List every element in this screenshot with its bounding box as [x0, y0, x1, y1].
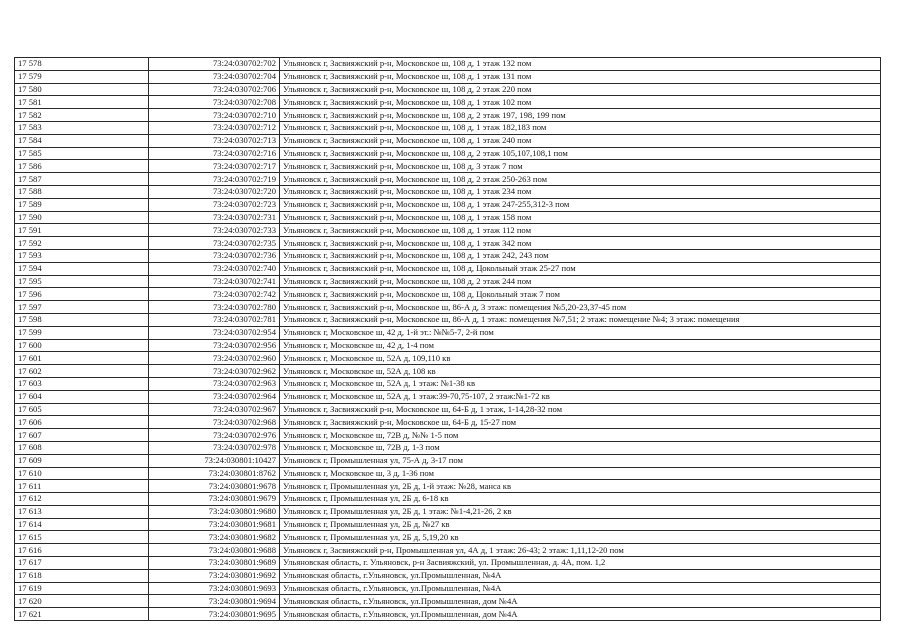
address-cell: Ульяновск г, Засвияжский р-н, Московское ш, 108 д, 1 этаж 182,183 пом	[280, 121, 881, 134]
row-number-cell: 17 582	[15, 109, 149, 122]
cadastral-number-cell: 73:24:030801:9692	[149, 569, 280, 582]
row-number-cell: 17 603	[15, 377, 149, 390]
address-cell: Ульяновск г, Московское ш, 42 д, 1-4 пом	[280, 339, 881, 352]
table-row	[15, 429, 881, 442]
table-row	[15, 70, 881, 83]
table-row	[15, 365, 881, 378]
table-row	[15, 96, 881, 109]
row-number-cell: 17 614	[15, 518, 149, 531]
cadastral-number-cell: 73:24:030702:976	[149, 429, 280, 442]
table-row	[15, 441, 881, 454]
row-number-cell: 17 620	[15, 595, 149, 608]
table-body	[15, 58, 881, 621]
address-cell: Ульяновск г, Засвияжский р-н, Московское ш, 108 д, 1 этаж 132 пом	[280, 58, 881, 71]
document-page	[14, 57, 880, 621]
table-row	[15, 134, 881, 147]
row-number-cell: 17 586	[15, 160, 149, 173]
table-row	[15, 147, 881, 160]
table-row	[15, 531, 881, 544]
address-cell: Ульяновск г, Засвияжский р-н, Московское ш, 108 д, 2 этаж 220 пом	[280, 83, 881, 96]
row-number-cell: 17 590	[15, 211, 149, 224]
address-cell: Ульяновская область, г.Ульяновск, ул.Промышленная, дом №4А	[280, 595, 881, 608]
table-row	[15, 352, 881, 365]
address-cell: Ульяновск г, Засвияжский р-н, Московское ш, 108 д, Цокольный этаж 25-27 пом	[280, 262, 881, 275]
row-number-cell: 17 617	[15, 557, 149, 570]
address-cell: Ульяновск г, Засвияжский р-н, Московское ш, 108 д, 2 этаж 105,107,108,1 пом	[280, 147, 881, 160]
table-row	[15, 198, 881, 211]
address-cell: Ульяновск г, Московское ш, 52А д, 1 этаж:39-70,75-107, 2 этаж:№1-72 кв	[280, 390, 881, 403]
table-row	[15, 121, 881, 134]
address-cell: Ульяновск г, Промышленная ул, 2Б д, 5,19,20 кв	[280, 531, 881, 544]
address-cell: Ульяновск г, Московское ш, 72В д, №№ 1-5 пом	[280, 429, 881, 442]
table-row	[15, 390, 881, 403]
row-number-cell: 17 585	[15, 147, 149, 160]
cadastral-number-cell: 73:24:030702:741	[149, 275, 280, 288]
row-number-cell: 17 609	[15, 454, 149, 467]
address-cell: Ульяновск г, Московское ш, 52А д, 1 этаж: №1-38 кв	[280, 377, 881, 390]
address-cell: Ульяновск г, Засвияжский р-н, Московское ш, 86-А д, 3 этаж: помещения №5,20-23,37-45 пом	[280, 301, 881, 314]
cadastral-number-cell: 73:24:030702:720	[149, 185, 280, 198]
address-cell: Ульяновск г, Московское ш, 3 д, 1-36 пом	[280, 467, 881, 480]
row-number-cell: 17 598	[15, 313, 149, 326]
address-cell: Ульяновск г, Промышленная ул, 75-А д, 3-17 пом	[280, 454, 881, 467]
address-cell: Ульяновск г, Засвияжский р-н, Московское ш, 108 д, 1 этаж 234 пом	[280, 185, 881, 198]
table-row	[15, 454, 881, 467]
address-cell: Ульяновск г, Засвияжский р-н, Промышленная ул, 4А д, 1 этаж: 26-43; 2 этаж: 1,11,12-20 пом	[280, 544, 881, 557]
row-number-cell: 17 593	[15, 249, 149, 262]
table-row	[15, 480, 881, 493]
row-number-cell: 17 615	[15, 531, 149, 544]
cadastral-number-cell: 73:24:030702:956	[149, 339, 280, 352]
address-cell: Ульяновск г, Промышленная ул, 2Б д, 1-й этаж: №28, мансa кв	[280, 480, 881, 493]
row-number-cell: 17 583	[15, 121, 149, 134]
row-number-cell: 17 618	[15, 569, 149, 582]
table-row	[15, 493, 881, 506]
address-cell: Ульяновск г, Засвияжский р-н, Московское ш, 108 д, 1 этаж 242, 243 пом	[280, 249, 881, 262]
cadastral-number-cell: 73:24:030702:978	[149, 441, 280, 454]
row-number-cell: 17 612	[15, 493, 149, 506]
address-cell: Ульяновск г, Московское ш, 52А д, 109,110 кв	[280, 352, 881, 365]
table-row	[15, 288, 881, 301]
cadastral-number-cell: 73:24:030702:712	[149, 121, 280, 134]
row-number-cell: 17 581	[15, 96, 149, 109]
row-number-cell: 17 608	[15, 441, 149, 454]
cadastral-number-cell: 73:24:030801:9681	[149, 518, 280, 531]
cadastral-number-cell: 73:24:030801:9680	[149, 505, 280, 518]
table-row	[15, 58, 881, 71]
row-number-cell: 17 591	[15, 224, 149, 237]
row-number-cell: 17 595	[15, 275, 149, 288]
row-number-cell: 17 580	[15, 83, 149, 96]
row-number-cell: 17 592	[15, 237, 149, 250]
table-row	[15, 224, 881, 237]
row-number-cell: 17 589	[15, 198, 149, 211]
table-row	[15, 544, 881, 557]
table-row	[15, 403, 881, 416]
cadastral-number-cell: 73:24:030702:960	[149, 352, 280, 365]
row-number-cell: 17 587	[15, 173, 149, 186]
cadastral-number-cell: 73:24:030702:723	[149, 198, 280, 211]
row-number-cell: 17 607	[15, 429, 149, 442]
row-number-cell: 17 611	[15, 480, 149, 493]
cadastral-number-cell: 73:24:030801:9695	[149, 608, 280, 621]
address-cell: Ульяновск г, Засвияжский р-н, Московское ш, 108 д, 1 этаж 112 пом	[280, 224, 881, 237]
table-row	[15, 83, 881, 96]
table-row	[15, 313, 881, 326]
address-cell: Ульяновск г, Засвияжский р-н, Московское ш, 108 д, 1 этаж 247-255,312-3 пом	[280, 198, 881, 211]
cadastral-number-cell: 73:24:030702:740	[149, 262, 280, 275]
cadastral-number-cell: 73:24:030702:780	[149, 301, 280, 314]
row-number-cell: 17 616	[15, 544, 149, 557]
table-row	[15, 569, 881, 582]
table-row	[15, 505, 881, 518]
table-row	[15, 326, 881, 339]
row-number-cell: 17 596	[15, 288, 149, 301]
row-number-cell: 17 600	[15, 339, 149, 352]
cadastral-number-cell: 73:24:030702:713	[149, 134, 280, 147]
cadastral-number-cell: 73:24:030702:706	[149, 83, 280, 96]
row-number-cell: 17 605	[15, 403, 149, 416]
table-row	[15, 237, 881, 250]
cadastral-number-cell: 73:24:030702:710	[149, 109, 280, 122]
address-cell: Ульяновская область, г.Ульяновск, ул.Промышленная, дом №4А	[280, 608, 881, 621]
row-number-cell: 17 610	[15, 467, 149, 480]
table-row	[15, 416, 881, 429]
address-cell: Ульяновск г, Промышленная ул, 2Б д, 6-18 кв	[280, 493, 881, 506]
cadastral-number-cell: 73:24:030702:731	[149, 211, 280, 224]
cadastral-number-cell: 73:24:030702:708	[149, 96, 280, 109]
address-cell: Ульяновск г, Засвияжский р-н, Московское ш, 86-А д, 1 этаж: помещения №7,51; 2 этаж: помещение №4; 3 этаж: помещения	[280, 313, 881, 326]
table-row	[15, 160, 881, 173]
address-cell: Ульяновск г, Московское ш, 72В д, 1-3 пом	[280, 441, 881, 454]
table-row	[15, 173, 881, 186]
address-cell: Ульяновск г, Засвияжский р-н, Московское ш, 108 д, Цокольный этаж 7 пом	[280, 288, 881, 301]
address-cell: Ульяновск г, Засвияжский р-н, Московское ш, 108 д, 2 этаж 250-263 пом	[280, 173, 881, 186]
cadastral-number-cell: 73:24:030702:962	[149, 365, 280, 378]
table-row	[15, 275, 881, 288]
cadastral-number-cell: 73:24:030801:9678	[149, 480, 280, 493]
cadastral-number-cell: 73:24:030801:8762	[149, 467, 280, 480]
address-cell: Ульяновск г, Московское ш, 52А д, 108 кв	[280, 365, 881, 378]
property-registry-table	[14, 57, 881, 621]
address-cell: Ульяновск г, Засвияжский р-н, Московское ш, 108 д, 1 этаж 240 пом	[280, 134, 881, 147]
address-cell: Ульяновск г, Промышленная ул, 2Б д, 1 этаж: №1-4,21-26, 2 кв	[280, 505, 881, 518]
table-row	[15, 262, 881, 275]
table-row	[15, 557, 881, 570]
address-cell: Ульяновск г, Засвияжский р-н, Московское ш, 108 д, 2 этаж 244 пом	[280, 275, 881, 288]
row-number-cell: 17 602	[15, 365, 149, 378]
cadastral-number-cell: 73:24:030702:733	[149, 224, 280, 237]
cadastral-number-cell: 73:24:030702:719	[149, 173, 280, 186]
table-row	[15, 377, 881, 390]
row-number-cell: 17 594	[15, 262, 149, 275]
table-row	[15, 249, 881, 262]
address-cell: Ульяновск г, Засвияжский р-н, Московское ш, 108 д, 2 этаж 197, 198, 199 пом	[280, 109, 881, 122]
cadastral-number-cell: 73:24:030702:735	[149, 237, 280, 250]
row-number-cell: 17 599	[15, 326, 149, 339]
address-cell: Ульяновская область, г.Ульяновск, ул.Промышленная, №4А	[280, 569, 881, 582]
table-row	[15, 185, 881, 198]
row-number-cell: 17 601	[15, 352, 149, 365]
cadastral-number-cell: 73:24:030702:963	[149, 377, 280, 390]
cadastral-number-cell: 73:24:030702:716	[149, 147, 280, 160]
table-row	[15, 518, 881, 531]
row-number-cell: 17 597	[15, 301, 149, 314]
address-cell: Ульяновск г, Засвияжский р-н, Московское ш, 108 д, 1 этаж 158 пом	[280, 211, 881, 224]
table-row	[15, 301, 881, 314]
cadastral-number-cell: 73:24:030801:9694	[149, 595, 280, 608]
address-cell: Ульяновская область, г. Ульяновск, р-н Засвияжский, ул. Промышленная, д. 4А, пом. 1,2	[280, 557, 881, 570]
cadastral-number-cell: 73:24:030702:781	[149, 313, 280, 326]
address-cell: Ульяновск г, Московское ш, 42 д, 1-й эт.: №№5-7, 2-й пом	[280, 326, 881, 339]
cadastral-number-cell: 73:24:030702:702	[149, 58, 280, 71]
cadastral-number-cell: 73:24:030801:10427	[149, 454, 280, 467]
table-row	[15, 582, 881, 595]
row-number-cell: 17 606	[15, 416, 149, 429]
cadastral-number-cell: 73:24:030702:704	[149, 70, 280, 83]
address-cell: Ульяновск г, Засвияжский р-н, Московское ш, 64-Б д, 1 этаж, 1-14,28-32 пом	[280, 403, 881, 416]
cadastral-number-cell: 73:24:030801:9689	[149, 557, 280, 570]
row-number-cell: 17 588	[15, 185, 149, 198]
cadastral-number-cell: 73:24:030702:954	[149, 326, 280, 339]
table-row	[15, 109, 881, 122]
cadastral-number-cell: 73:24:030801:9693	[149, 582, 280, 595]
address-cell: Ульяновск г, Засвияжский р-н, Московское ш, 108 д, 3 этаж 7 пом	[280, 160, 881, 173]
address-cell: Ульяновск г, Засвияжский р-н, Московское ш, 108 д, 1 этаж 102 пом	[280, 96, 881, 109]
cadastral-number-cell: 73:24:030702:968	[149, 416, 280, 429]
row-number-cell: 17 584	[15, 134, 149, 147]
row-number-cell: 17 619	[15, 582, 149, 595]
cadastral-number-cell: 73:24:030702:736	[149, 249, 280, 262]
table-row	[15, 467, 881, 480]
cadastral-number-cell: 73:24:030801:9682	[149, 531, 280, 544]
cadastral-number-cell: 73:24:030801:9679	[149, 493, 280, 506]
address-cell: Ульяновск г, Промышленная ул, 2Б д, №27 кв	[280, 518, 881, 531]
table-row	[15, 595, 881, 608]
row-number-cell: 17 621	[15, 608, 149, 621]
cadastral-number-cell: 73:24:030801:9688	[149, 544, 280, 557]
table-row	[15, 608, 881, 621]
cadastral-number-cell: 73:24:030702:717	[149, 160, 280, 173]
address-cell: Ульяновская область, г.Ульяновск, ул.Промышленная, №4А	[280, 582, 881, 595]
row-number-cell: 17 578	[15, 58, 149, 71]
cadastral-number-cell: 73:24:030702:964	[149, 390, 280, 403]
table-row	[15, 339, 881, 352]
row-number-cell: 17 604	[15, 390, 149, 403]
cadastral-number-cell: 73:24:030702:742	[149, 288, 280, 301]
row-number-cell: 17 579	[15, 70, 149, 83]
table-row	[15, 211, 881, 224]
row-number-cell: 17 613	[15, 505, 149, 518]
address-cell: Ульяновск г, Засвияжский р-н, Московское ш, 108 д, 1 этаж 131 пом	[280, 70, 881, 83]
address-cell: Ульяновск г, Засвияжский р-н, Московское ш, 64-Б д, 15-27 пом	[280, 416, 881, 429]
cadastral-number-cell: 73:24:030702:967	[149, 403, 280, 416]
address-cell: Ульяновск г, Засвияжский р-н, Московское ш, 108 д, 1 этаж 342 пом	[280, 237, 881, 250]
